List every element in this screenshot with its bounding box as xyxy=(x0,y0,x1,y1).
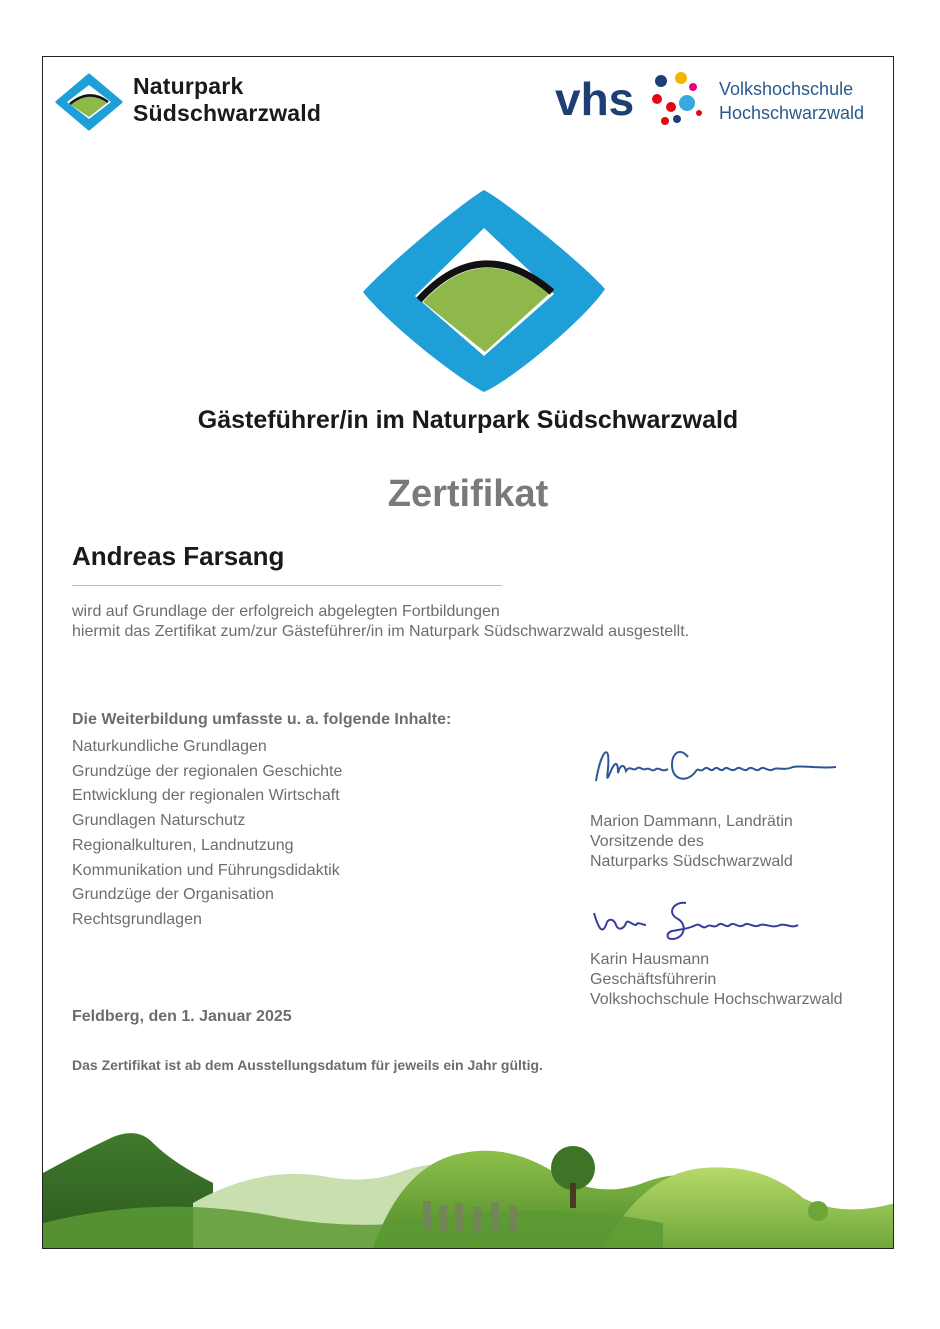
list-item: Rechtsgrundlagen xyxy=(72,910,202,928)
naturpark-emblem-icon xyxy=(353,184,615,398)
naturpark-name-line2: Südschwarzwald xyxy=(133,100,322,126)
signature-karin-hausmann xyxy=(588,895,803,945)
list-item: Kommunikation und Führungsdidaktik xyxy=(72,861,340,879)
landscape-illustration xyxy=(43,1123,894,1248)
certificate-intro xyxy=(72,602,689,642)
validity-note: Das Zertifikat ist ab dem Ausstellungsdatum für jeweils ein Jahr gültig. xyxy=(72,1057,543,1073)
naturpark-name-line1: Naturpark xyxy=(133,73,244,99)
signer-org: Naturparks Südschwarzwald xyxy=(590,853,793,870)
signer-role: Geschäftsführerin xyxy=(590,971,717,988)
vhs-logo-icon xyxy=(553,69,713,129)
certificate-page xyxy=(42,56,894,1249)
place-and-date: Feldberg, den 1. Januar 2025 xyxy=(72,1008,292,1025)
naturpark-logo-icon xyxy=(55,73,123,131)
certificate-subtitle: Gästeführer/in im Naturpark Südschwarzwald xyxy=(197,406,739,434)
certificate-title: Zertifikat xyxy=(387,473,549,515)
vhs-name-line1: Volkshochschule xyxy=(719,79,854,99)
contents-list xyxy=(72,735,342,933)
signer-org: Volkshochschule Hochschwarzwald xyxy=(590,991,843,1008)
signer-name: Marion Dammann, Landrätin xyxy=(590,813,793,830)
intro-line-1: wird auf Grundlage der erfolgreich abgelegten Fortbildungen xyxy=(72,603,500,620)
contents-heading: Die Weiterbildung umfasste u. a. folgende Inhalte: xyxy=(72,711,452,728)
divider xyxy=(72,585,502,586)
vhs-name xyxy=(719,77,864,125)
list-item: Grundzüge der regionalen Geschichte xyxy=(72,762,343,780)
signer-block-1 xyxy=(590,812,793,872)
list-item: Regionalkulturen, Landnutzung xyxy=(72,836,294,854)
signer-name: Karin Hausmann xyxy=(590,951,710,968)
vhs-logo-text: vhs xyxy=(555,73,635,125)
intro-line-2: hiermit das Zertifikat zum/zur Gästeführer/in im Naturpark Südschwarzwald ausgestellt. xyxy=(72,623,690,640)
vhs-name-line2: Hochschwarzwald xyxy=(719,103,865,123)
list-item: Grundlagen Naturschutz xyxy=(72,812,246,830)
list-item: Grundzüge der Organisation xyxy=(72,886,274,904)
naturpark-name xyxy=(133,73,321,127)
recipient-name: Andreas Farsang xyxy=(72,541,285,571)
signer-block-2 xyxy=(590,950,843,1010)
signer-role: Vorsitzende des xyxy=(590,833,704,850)
list-item: Naturkundliche Grundlagen xyxy=(72,738,267,755)
list-item: Entwicklung der regionalen Wirtschaft xyxy=(72,787,340,805)
signature-marion-dammann xyxy=(588,737,848,797)
